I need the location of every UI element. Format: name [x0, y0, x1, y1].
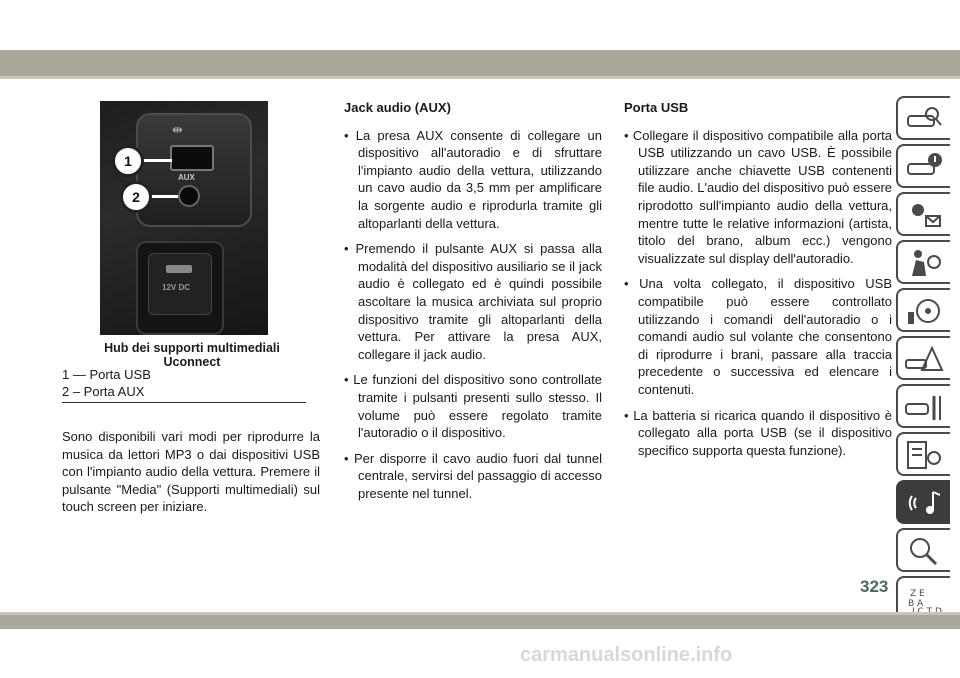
middle-column	[344, 99, 602, 510]
aux-bullet: • Per disporre il cavo audio fuori dal tunnel centrale, servirsi del passaggio di accesso presente nel tunnel.	[344, 450, 602, 501]
callout-2-line	[148, 195, 178, 198]
warning-lights-icon	[904, 198, 944, 232]
tab-magnifier[interactable]	[896, 528, 950, 572]
tab-multimedia[interactable]	[896, 480, 950, 524]
right-column	[624, 99, 892, 467]
callout-1: 1	[112, 145, 144, 177]
usb-bullet: • Collegare il dispositivo compatibile alla porta USB utilizzando un cavo USB. È possibile utilizzare anche chiavette USB contenenti file audio. L'audio del dispositivo può essere riprodotto sull'impianto audio della vettura, mentre tutte le relative informazioni (artista, titolo del brano, album ecc.) vengono visualizzate sul display dell'autoradio.	[624, 127, 892, 266]
car-service-icon	[904, 390, 944, 424]
alphabet-index-icon	[904, 582, 944, 616]
aux-label: AUX	[178, 173, 195, 182]
svg-text:B A: B A	[908, 599, 924, 609]
page-number: 323	[860, 577, 889, 596]
chapter-tabs	[896, 96, 960, 624]
tab-specs-list[interactable]	[896, 432, 950, 476]
legend-item-2: 2 – Porta AUX	[62, 384, 145, 399]
car-info-icon	[904, 150, 944, 184]
tab-car-info[interactable]	[896, 144, 950, 188]
hazard-triangle-icon	[904, 342, 944, 376]
left-column	[62, 428, 320, 516]
legend-item-1: 1 — Porta USB	[62, 367, 151, 382]
tab-steering-wheel[interactable]	[896, 288, 950, 332]
specs-list-icon	[904, 438, 944, 472]
steering-wheel-icon	[904, 294, 944, 328]
aux-heading: Jack audio (AUX)	[344, 100, 451, 115]
tab-warning-lights[interactable]	[896, 192, 950, 236]
legend-divider	[62, 402, 306, 403]
tab-hazard-triangle[interactable]	[896, 336, 950, 380]
aux-bullet: • Premendo il pulsante AUX si passa alla modalità del dispositivo ausiliario se il jack audio è collegato ed è quindi possibile ascoltare la musica archiviata sul proprio dispositivo tramite gli altoparlanti della vettura. Per attivare la presa AUX, collegare il jack audio.	[344, 241, 602, 362]
top-decor-stripe	[0, 76, 960, 79]
watermark: carmanualsonline.info	[520, 644, 733, 666]
tab-seat-airbag[interactable]	[896, 240, 950, 284]
car-search-icon	[904, 102, 944, 136]
dc-label: 12V DC	[162, 283, 191, 292]
usb-port	[170, 145, 214, 171]
power-outlet-icon	[166, 265, 192, 273]
usb-heading: Porta USB	[624, 100, 689, 115]
tab-car-search[interactable]	[896, 96, 950, 140]
usb-bullet: • Una volta collegato, il dispositivo USB compatibile può essere controllato utilizzando i comandi dell'autoradio o i comandi audio sul volante che consentono di riprodurre i brani, passare alla traccia precedente o successiva ed elencare i contenuti.	[624, 276, 892, 397]
tab-car-service[interactable]	[896, 384, 950, 428]
bottom-decor-band	[0, 615, 960, 629]
aux-bullet: • La presa AUX consente di collegare un dispositivo all'autoradio e di sfruttare l'impianto audio della vettura, utilizzando un cavo audio da 3,5 mm per amplificare la sorgente audio e riprodurla tramite gli altoparlanti della vettura.	[344, 127, 602, 231]
svg-text:Z E: Z E	[910, 589, 925, 599]
aux-jack	[178, 185, 200, 207]
intro-paragraph: Sono disponibili vari modi per riprodurre la musica da lettori MP3 o dai dispositivi USB con l'impianto audio della vettura. Premere il pulsante "Media" (Supporti multimediali) sul touch screen per iniziare.	[62, 429, 320, 515]
magnifier-icon	[904, 534, 944, 568]
aux-bullet: • Le funzioni del dispositivo sono controllate tramite i pulsanti presenti sullo stesso. Il volume può essere regolato tramite l'autoradio o il dispositivo.	[344, 372, 602, 441]
figure-caption: Hub dei supporti multimediali Uconnect	[104, 341, 280, 369]
seat-airbag-icon	[904, 246, 944, 280]
callout-1-line	[140, 159, 172, 162]
callout-2: 2	[120, 181, 152, 213]
multimedia-icon	[904, 486, 944, 520]
usb-symbol-icon: ⇹	[172, 123, 183, 138]
top-decor-band	[0, 50, 960, 76]
uconnect-hub-photo	[100, 101, 268, 335]
usb-bullet: • La batteria si ricarica quando il dispositivo è collegato alla porta USB (se il dispositivo specifico supporta questa funzione).	[624, 407, 892, 458]
